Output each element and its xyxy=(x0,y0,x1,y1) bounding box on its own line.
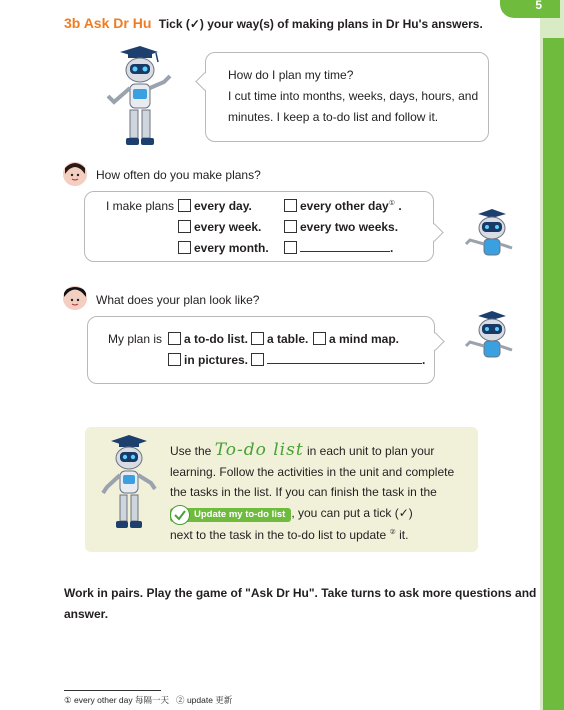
checkbox[interactable] xyxy=(251,332,264,345)
option-every-week[interactable]: every week. xyxy=(178,220,261,234)
checkbox[interactable] xyxy=(284,199,297,212)
answer2-lead: My plan is xyxy=(108,332,163,346)
checkbox[interactable] xyxy=(178,199,191,212)
bubble-line: How do I plan my time? xyxy=(228,68,354,82)
checkbox[interactable] xyxy=(168,332,181,345)
bubble-text xyxy=(228,65,478,128)
option-table[interactable]: a table. xyxy=(251,332,308,346)
answer2-bubble xyxy=(87,316,435,384)
section-header xyxy=(64,15,483,31)
checkbox[interactable] xyxy=(284,220,297,233)
corner-tab-text: 5 xyxy=(535,0,542,12)
section-number: 3b xyxy=(64,15,81,31)
update-todo-chip: Update my to-do list xyxy=(170,508,291,522)
todo-tip-text: Use the To-do list in each unit to plan your learning. Follow the activities in the unit and complete the tasks in the list. If you can finish the task in the Update my to-do list , you can put a tick (✓) next to the task in the to-do list to update ② it. xyxy=(170,440,455,542)
blank-line[interactable] xyxy=(267,363,422,364)
small-robot-icon xyxy=(462,310,518,362)
footnote-mark-1: ① xyxy=(388,200,395,207)
checkbox[interactable] xyxy=(168,353,181,366)
option-blank-1[interactable]: . xyxy=(284,241,393,255)
bubble-line: I cut time into months, weeks, days, hours, and xyxy=(228,89,479,103)
checkbox[interactable] xyxy=(178,220,191,233)
page-edge-band xyxy=(543,38,564,710)
footnote-divider xyxy=(64,690,161,691)
option-blank-2[interactable]: . xyxy=(251,353,425,367)
checkbox[interactable] xyxy=(313,332,326,345)
dr-hu-robot-illustration xyxy=(97,433,163,533)
option-mind-map[interactable]: a mind map. xyxy=(313,332,399,346)
bubble-tail xyxy=(425,223,443,241)
todo-list-word: To-do list xyxy=(214,440,304,460)
small-robot-icon xyxy=(462,208,518,260)
section-instruction: Tick (✓) your way(s) of making plans in Dr Hu's answers. xyxy=(158,17,483,31)
checkbox[interactable] xyxy=(284,241,297,254)
check-circle-icon xyxy=(170,505,190,525)
footnote-mark-2: ② xyxy=(389,529,396,536)
checkbox[interactable] xyxy=(178,241,191,254)
option-in-pictures[interactable]: in pictures. xyxy=(168,353,248,367)
footnotes: ① every other day 每隔一天 ② update 更新 xyxy=(64,695,233,705)
option-every-other-day[interactable]: every other day① . xyxy=(284,199,402,213)
answer1-lead: I make plans xyxy=(106,199,175,213)
section-title: Ask Dr Hu xyxy=(83,15,152,31)
pair-work-instruction: Work in pairs. Play the game of "Ask Dr Hu". Take turns to ask more questions and answer. xyxy=(64,586,537,621)
boy-avatar xyxy=(63,286,87,310)
question-how-often: How often do you make plans? xyxy=(96,168,261,182)
option-every-day[interactable]: every day. xyxy=(178,199,252,213)
option-every-two-weeks[interactable]: every two weeks. xyxy=(284,220,398,234)
dr-hu-speech-bubble xyxy=(205,52,489,142)
checkbox[interactable] xyxy=(251,353,264,366)
dr-hu-robot-illustration xyxy=(100,44,176,150)
option-todo-list[interactable]: a to-do list. xyxy=(168,332,248,346)
bubble-tail xyxy=(426,332,444,350)
bubble-tail xyxy=(195,72,213,90)
blank-line[interactable] xyxy=(300,251,390,252)
bubble-line: minutes. I keep a to-do list and follow it. xyxy=(228,110,439,124)
girl-avatar xyxy=(63,162,87,186)
option-every-month[interactable]: every month. xyxy=(178,241,269,255)
question-plan-look: What does your plan look like? xyxy=(96,293,260,307)
corner-tab xyxy=(500,0,560,18)
